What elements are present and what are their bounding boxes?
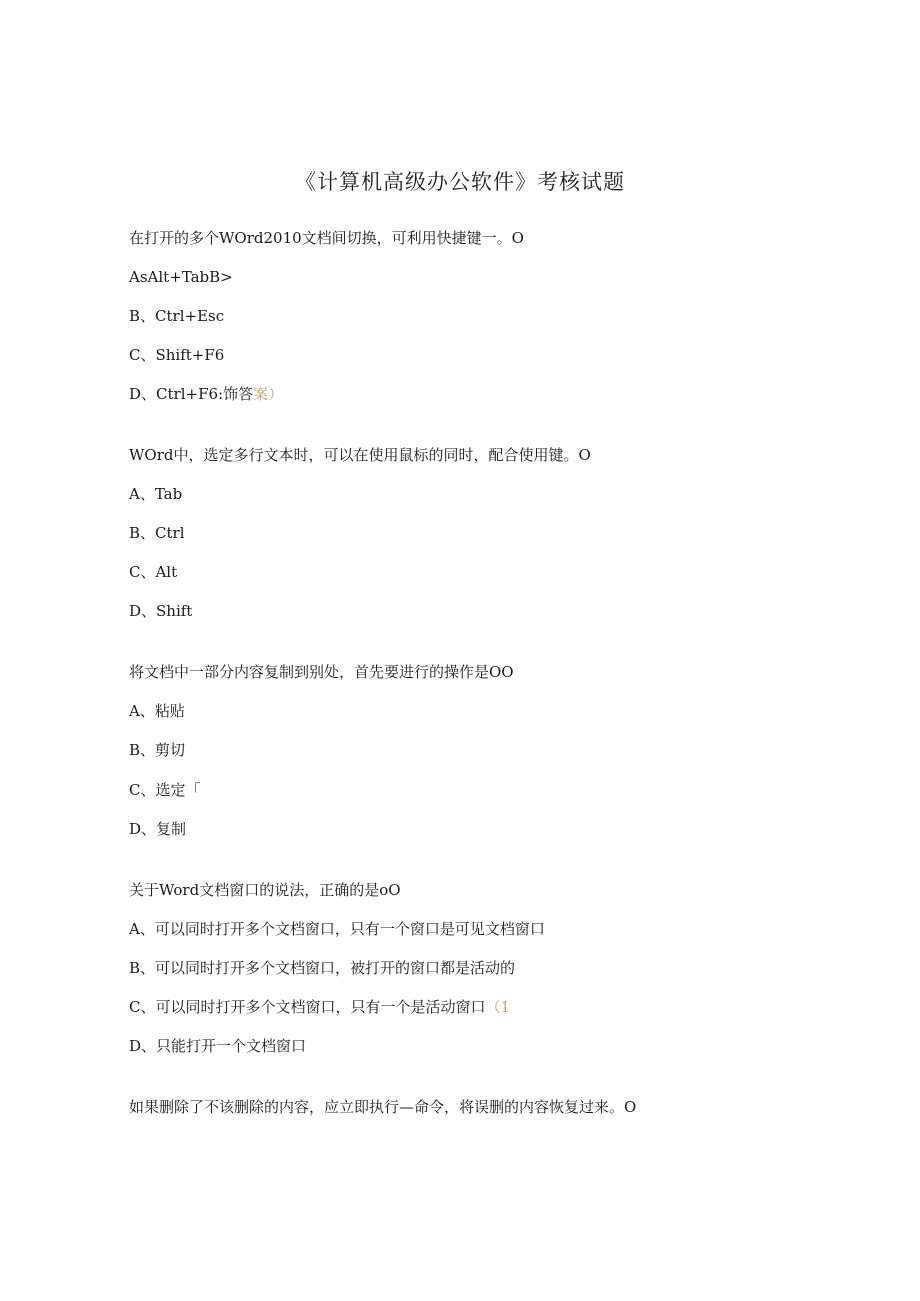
question-4-option-a: A、可以同时打开多个文档窗口，只有一个窗口是可见文档窗口 [129, 920, 545, 938]
question-2-option-b: B、Ctrl [129, 524, 185, 542]
question-1-option-d [129, 383, 283, 405]
question-2-stem: WOrd中，选定多行文本时，可以在使用鼠标的同时，配合使用键。O [129, 446, 591, 464]
question-1-option-b: B、Ctrl+Esc [129, 307, 225, 325]
question-4-option-b: B、可以同时打开多个文档窗口，被打开的窗口都是活动的 [129, 959, 516, 977]
question-2-option-c: C、Alt [129, 563, 178, 581]
question-4-option-d: D、只能打开一个文档窗口 [129, 1037, 307, 1055]
question-4-stem: 关于Word文档窗口的说法，正确的是oO [129, 881, 401, 899]
question-4-answer-mark: （1 [485, 998, 511, 1016]
question-3-option-a: A、粘贴 [129, 702, 185, 720]
question-3-option-d: D、复制 [129, 820, 187, 838]
question-3-option-c: C、选定「 [129, 781, 201, 799]
question-1-option-a: AsAlt+TabB> [129, 268, 233, 286]
question-4-option-c-text: C、可以同时打开多个文档窗口，只有一个是活动窗口 [129, 998, 486, 1016]
question-3-stem: 将文档中一部分内容复制到别处，首先要进行的操作是OO [129, 663, 514, 681]
page-title: 《计算机高级办公软件》考核试题 [295, 170, 625, 194]
question-1-option-c: C、Shift+F6 [129, 346, 225, 364]
question-1-option-d-text: D、Ctrl+F6:饰答 [129, 385, 254, 403]
question-2-option-a: A、Tab [129, 485, 183, 503]
question-3-option-b: B、剪切 [129, 741, 186, 759]
question-1-answer-mark: 案） [253, 385, 284, 403]
question-1-stem: 在打开的多个WOrd2010文档间切换，可利用快捷键一。O [129, 229, 524, 247]
question-5-stem: 如果删除了不该删除的内容，应立即执行—命令，将误删的内容恢复过来。O [129, 1098, 637, 1116]
question-4-option-c [129, 996, 510, 1018]
question-2-option-d: D、Shift [129, 602, 193, 620]
